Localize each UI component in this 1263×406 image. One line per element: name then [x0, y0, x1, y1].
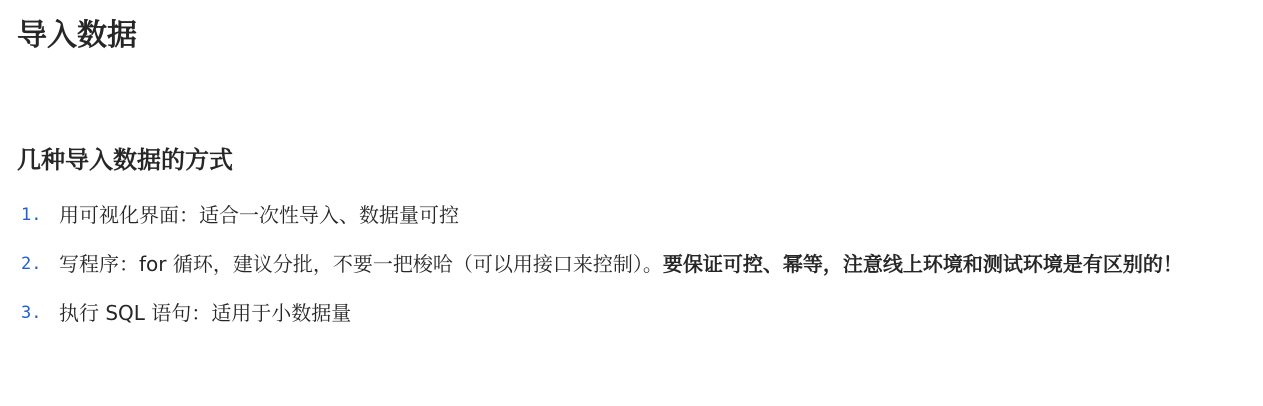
import-methods-list: [17, 196, 1257, 343]
list-item: [17, 245, 1257, 283]
list-item-number: 1.: [21, 205, 42, 225]
section-heading: 几种导入数据的方式: [17, 146, 233, 174]
list-item-text: 执行 SQL 语句：适用于小数据量: [59, 301, 352, 325]
list-item: [17, 196, 1257, 234]
list-item-number: 2.: [21, 254, 42, 274]
page-title: 导入数据: [17, 18, 137, 53]
list-item-number: 3.: [21, 303, 42, 323]
list-item-bold-text: 要保证可控、幂等，注意线上环境和测试环境是有区别的！: [662, 252, 1183, 276]
list-item-text: 写程序：for 循环，建议分批，不要一把梭哈（可以用接口来控制）。: [59, 252, 663, 276]
list-item-text: 用可视化界面：适合一次性导入、数据量可控: [59, 203, 459, 227]
list-item: [17, 294, 1257, 332]
